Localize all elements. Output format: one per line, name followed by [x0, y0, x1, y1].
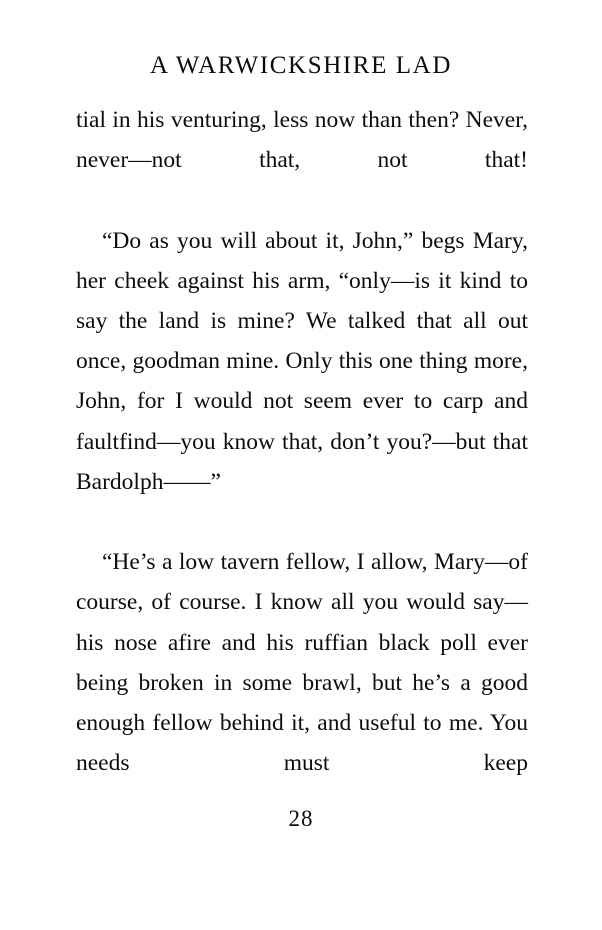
paragraph: “Do as you will about it, John,” begs Mary, her cheek against his arm, “only—is it kind to say the land is mine? We talked that all out once, goodman mine. Only this one thing more, John, for I would not seem ever to carp and faultfind—you know that, don’t you?—but that Bardolph——”	[76, 227, 528, 495]
paragraph: “He’s a low tavern fellow, I allow, Mary—of course, of course. I know all you would say—his nose afire and his ruffian black poll ever being broken in some brawl, but he’s a good enough fellow behind it, and useful to me. You needs must keep	[76, 549, 528, 777]
running-head: A WARWICKSHIRE LAD	[150, 52, 452, 79]
page-number: 28	[288, 806, 314, 831]
body-text	[76, 100, 528, 824]
paragraph: tial in his venturing, less now than then? Never, never—not that, not that!	[76, 107, 528, 174]
